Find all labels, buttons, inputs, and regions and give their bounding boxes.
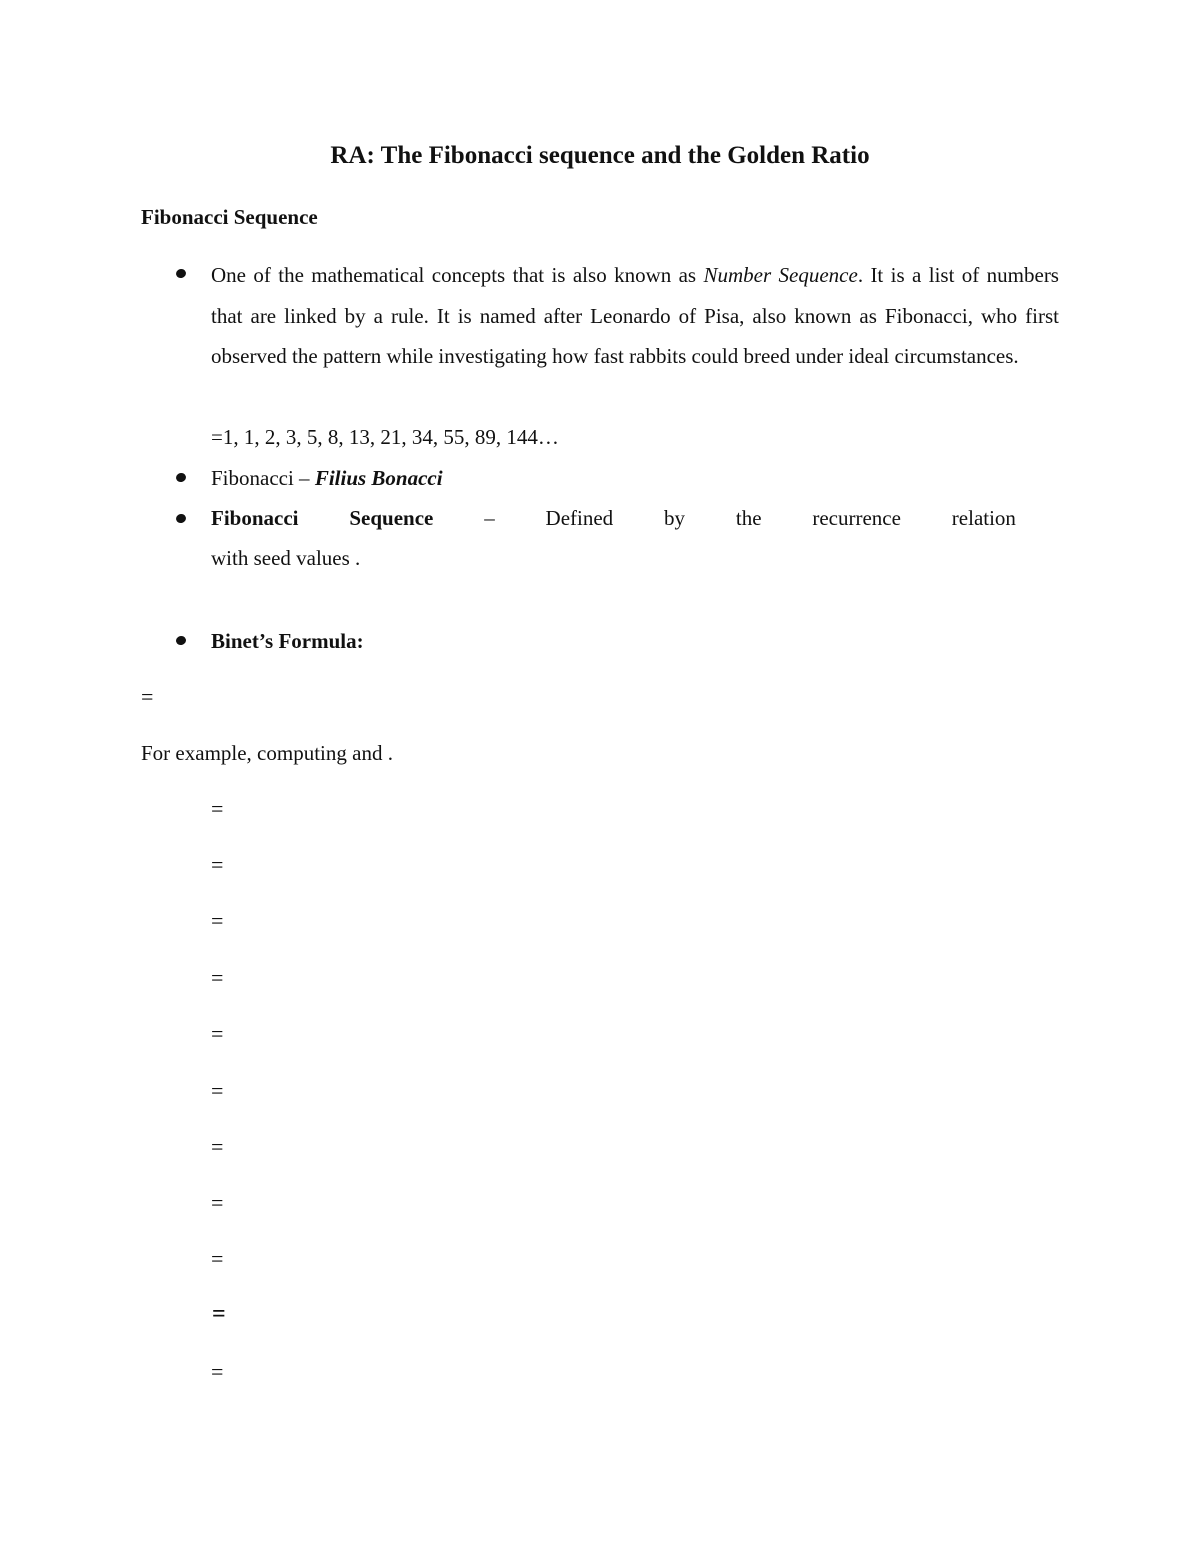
- bullet-3-word: Defined: [545, 506, 614, 530]
- equals-line: =: [211, 1134, 224, 1159]
- bullet-3-word: by: [664, 506, 686, 530]
- bullet-1-italic-term: Number Sequence: [703, 263, 858, 287]
- bullet-2-label: Fibonacci –: [211, 466, 315, 490]
- formula-equals: =: [141, 684, 154, 709]
- equals-line: =: [211, 1246, 224, 1271]
- bullet-3-word: Sequence: [349, 506, 434, 530]
- equals-line: =: [211, 1359, 224, 1384]
- equals-line: =: [211, 1078, 224, 1103]
- bullet-3-word: –: [484, 506, 495, 530]
- equals-line: =: [211, 796, 224, 821]
- section-heading: Fibonacci Sequence: [141, 205, 318, 229]
- bullet-3-second-line: with seed values .: [211, 546, 361, 570]
- bullet-3-first-line: [211, 506, 1016, 531]
- bullet-3-word: Fibonacci: [211, 506, 299, 530]
- equals-line: =: [211, 1021, 224, 1046]
- bullet-3-word: the: [735, 506, 762, 530]
- example-text: For example, computing and .: [141, 741, 393, 765]
- bullet-3-word: recurrence: [812, 506, 901, 530]
- bullet-1-text-after: . It is a list of numbers that are linked by a rule. It is named after Leonardo of Pisa, also known as Fibonacci, who first observed the pattern while investigating how fast rabbits could breed under ideal circumstances.: [211, 263, 1059, 368]
- bullet-2-bold-italic: Filius Bonacci: [314, 466, 443, 490]
- equals-line: =: [211, 965, 224, 990]
- equals-line: =: [212, 1301, 226, 1327]
- equals-line: =: [211, 1190, 224, 1215]
- equals-line: =: [211, 852, 224, 877]
- page-title: RA: The Fibonacci sequence and the Golden Ratio: [330, 142, 870, 169]
- bullet-icon: [175, 472, 187, 483]
- binet-formula-label: Binet’s Formula:: [211, 629, 364, 653]
- fibonacci-sequence-values: =1, 1, 2, 3, 5, 8, 13, 21, 34, 55, 89, 144…: [211, 425, 559, 449]
- bullet-icon: [175, 268, 187, 279]
- bullet-2-line: [211, 466, 443, 491]
- bullet-1-paragraph: [211, 255, 1059, 377]
- bullet-3-word: relation: [951, 506, 1016, 530]
- equals-line: =: [211, 908, 224, 933]
- bullet-icon: [175, 513, 187, 524]
- bullet-icon: [175, 635, 187, 646]
- bullet-1-text-before: One of the mathematical concepts that is also known as: [211, 263, 704, 287]
